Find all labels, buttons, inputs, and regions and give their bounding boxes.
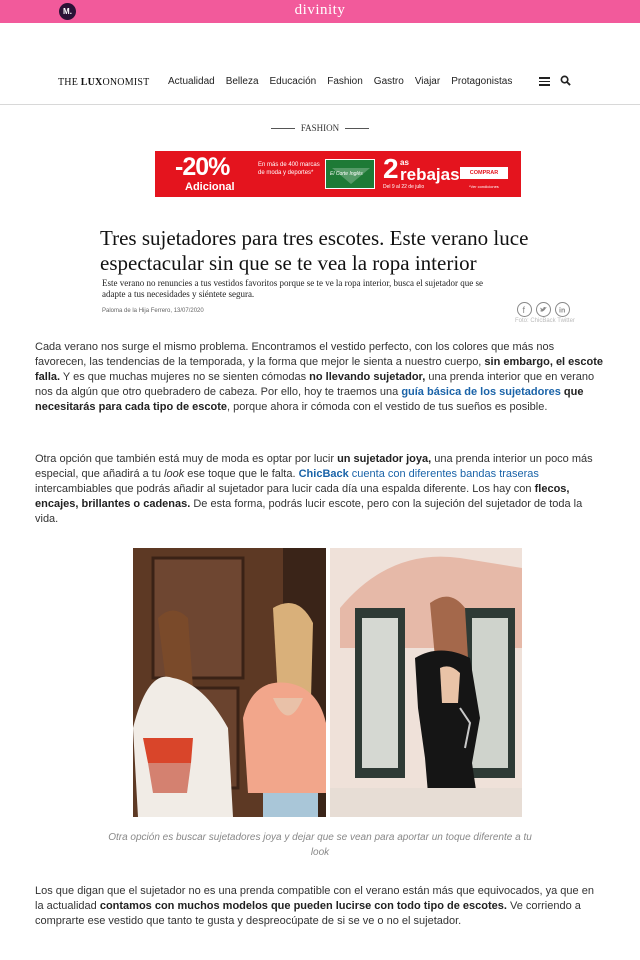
photo-credit: Foto: ChicBack Twitter xyxy=(515,318,575,324)
ad-rebajas: rebajas xyxy=(400,165,460,184)
p2-bold: un sujetador joya, xyxy=(337,453,432,465)
brand-pre: THE xyxy=(58,77,81,88)
p2-italic: look xyxy=(164,468,185,480)
p2-text: De esta forma, podrás lucir escote, pero con la sujeción del sujetador de toda la vida. xyxy=(35,498,583,525)
linkedin-icon[interactable] xyxy=(555,302,570,317)
menu-item-fashion[interactable]: Fashion xyxy=(327,76,363,87)
p1-bold: sin embargo, el escote falla. xyxy=(35,356,604,383)
p1-text: una prenda interior que en verano nos da algún que otro quebradero de cabeza. Por ello, hoy te traemos una xyxy=(35,371,595,398)
m-logo[interactable]: M. xyxy=(59,3,76,20)
site-name[interactable]: divinity xyxy=(294,2,346,18)
section-label-text[interactable]: FASHION xyxy=(300,123,340,133)
menu-item-actualidad[interactable]: Actualidad xyxy=(168,76,215,87)
svg-text:in: in xyxy=(559,307,566,315)
search-icon[interactable] xyxy=(560,75,571,86)
menu-item-gastro[interactable]: Gastro xyxy=(373,76,404,87)
p2-text: ese toque que le falta. xyxy=(184,468,299,480)
article-byline: Paloma de la Hija Ferrero, 13/07/2020 xyxy=(102,308,204,314)
chicback-link[interactable]: ChicBack xyxy=(298,468,349,480)
article-headline: Tres sujetadores para tres escotes. Este verano luce espectacular sin que se te vea la ropa interior xyxy=(100,226,529,275)
p3-text: Los que digan que el sujetador no es una prenda compatible con el verano están más que equivocados, ya que en la actualidad xyxy=(35,885,594,912)
ad-buy-button[interactable]: COMPRAR xyxy=(460,167,508,179)
p1-text: Y es que muchas mujeres no se sienten cómodas xyxy=(60,371,310,383)
hamburger-menu-icon[interactable] xyxy=(539,77,550,86)
bands-link[interactable]: cuenta con diferentes bandas traseras xyxy=(348,468,539,480)
p2-text: una prenda interior un poco más especial, que añadirá a tu xyxy=(35,453,593,480)
article-subhead: Este verano no renuncies a tus vestidos favoritos porque se te ve la ropa interior, busca el sujetador que se adapte a tus necesidades y siéntete segura. xyxy=(102,278,484,299)
article-image-right xyxy=(330,548,522,817)
menu xyxy=(168,76,512,87)
ad-adicional: Adicional xyxy=(185,181,235,193)
ad-description: En más de 400 marcas de moda y deportes* xyxy=(258,162,320,176)
paragraph-3 xyxy=(35,884,605,929)
p1-bold: que necesitarás para cada tipo de escote xyxy=(35,386,584,413)
ad-as: as xyxy=(400,158,409,167)
top-bar xyxy=(0,0,640,23)
ad-percent: -20% xyxy=(175,153,230,181)
p3-bold: contamos con muchos modelos que pueden lucirse con todo tipo de escotes. xyxy=(99,900,507,912)
p1-bold: no llevando sujetador, xyxy=(309,371,426,383)
paragraph-1 xyxy=(35,340,605,415)
twitter-icon[interactable] xyxy=(536,302,551,317)
image-caption: Otra opción es buscar sujetadores joya y dejar que se vean para aportar un toque diferente a tu look xyxy=(108,832,532,858)
ad-two: 2 xyxy=(383,153,399,184)
guide-link[interactable]: guía básica de los sujetadores xyxy=(401,386,561,398)
ad-store: El Corte Inglés xyxy=(330,171,363,177)
ad-banner[interactable] xyxy=(155,151,521,197)
paragraph-2 xyxy=(35,452,605,527)
main-nav xyxy=(0,68,640,98)
p1-text: Cada verano nos surge el mismo problema. Encontramos el vestido perfecto, con los colores que más nos favorecen, las tendencias de la temporada, y la forma que mejor le sienta a nuestro cuerpo, xyxy=(35,341,555,368)
menu-item-viajar[interactable]: Viajar xyxy=(414,76,441,87)
facebook-icon[interactable] xyxy=(517,302,532,317)
p2-bold: flecos, encajes, brillantes o cadenas. xyxy=(35,483,570,510)
article-image-left xyxy=(133,548,326,817)
brand-logo[interactable] xyxy=(58,77,149,88)
svg-text:f: f xyxy=(522,305,526,315)
ad-dates: Del 9 al 22 de julio xyxy=(383,184,425,190)
brand-post: ONOMIST xyxy=(102,77,150,88)
ad-conditions: *Ver condiciones xyxy=(469,184,499,189)
el-corte-ingles-logo xyxy=(325,159,375,189)
p3-text: Ve corriendo a comprarte ese vestido que tanto te gusta y despreocúpate de si se ve o no el sujetador. xyxy=(35,900,581,927)
share-buttons xyxy=(517,302,570,317)
brand-bold: LUX xyxy=(80,77,103,88)
p1-text: , porque ahora ir cómoda con el vestido de tus sueños es posible. xyxy=(226,401,548,413)
menu-item-educacion[interactable]: Educación xyxy=(269,76,317,87)
p2-text: intercambiables que podrás añadir al sujetador para lucir cada día una espalda diferente. Los hay con xyxy=(35,483,535,495)
section-label xyxy=(0,123,640,133)
menu-item-protagonistas[interactable]: Protagonistas xyxy=(451,76,513,87)
menu-item-belleza[interactable]: Belleza xyxy=(225,76,259,87)
p2-text: Otra opción que también está muy de moda es optar por lucir xyxy=(35,453,338,465)
nav-divider xyxy=(0,104,640,105)
